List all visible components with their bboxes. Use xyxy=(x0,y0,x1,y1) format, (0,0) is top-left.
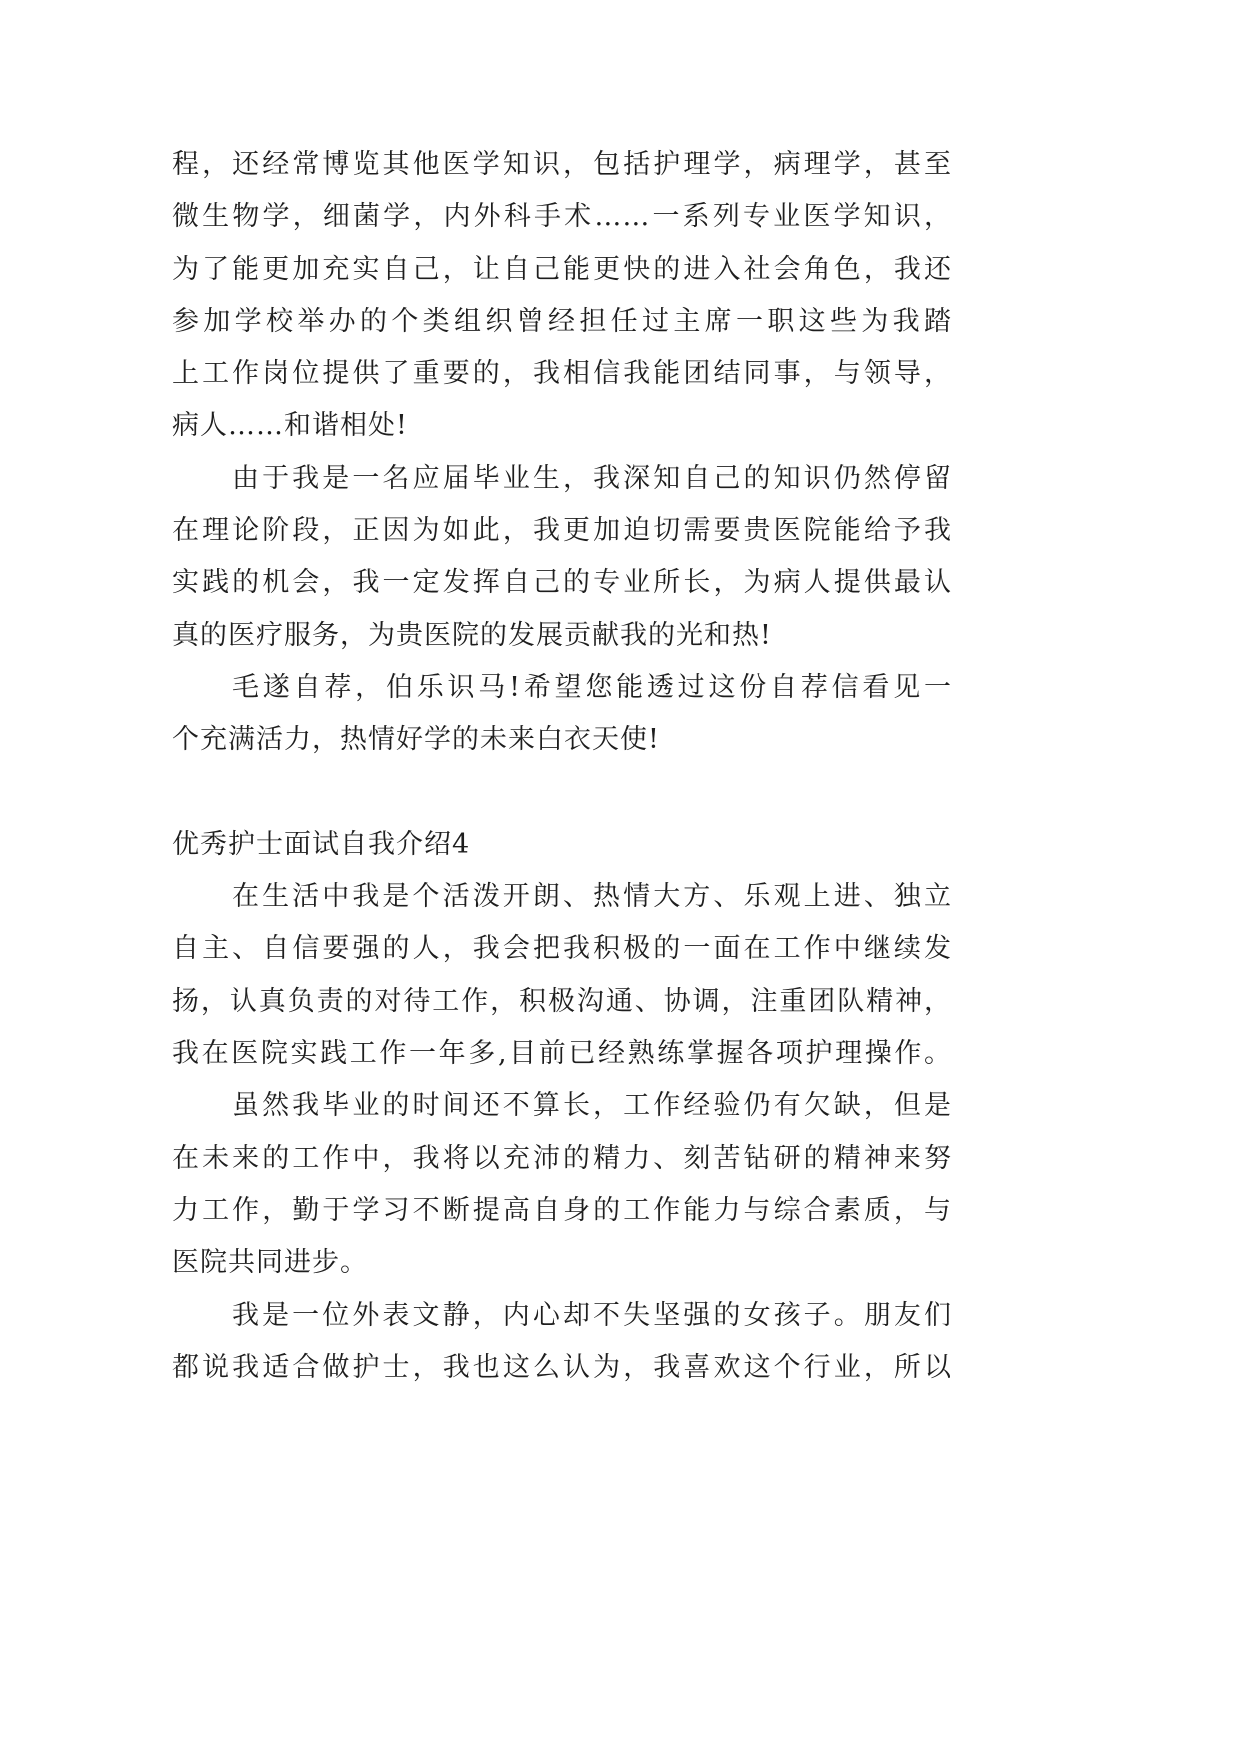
text-line: 都说我适合做护士，我也这么认为，我喜欢这个行业，所以 xyxy=(172,1351,952,1383)
paragraph xyxy=(172,1290,952,1395)
text-line: 在理论阶段，正因为如此，我更加迫切需要贵医院能给予我 xyxy=(172,515,952,547)
text-line: 由于我是一名应届毕业生，我深知自己的知识仍然停留 xyxy=(232,462,952,494)
text-line: 真的医疗服务，为贵医院的发展贡献我的光和热! xyxy=(172,619,772,651)
text-line: 上工作岗位提供了重要的，我相信我能团结同事，与领导， xyxy=(172,358,952,390)
text-line: 病人……和谐相处! xyxy=(172,410,408,442)
text-line: 在生活中我是个活泼开朗、热情大方、乐观上进、独立 xyxy=(232,881,952,913)
text-line: 力工作，勤于学习不断提高自身的工作能力与综合素质，与 xyxy=(172,1194,952,1226)
text-line: 我在医院实践工作一年多,目前已经熟练掌握各项护理操作。 xyxy=(172,1038,952,1070)
text-line: 在未来的工作中，我将以充沛的精力、刻苦钻研的精神来努 xyxy=(172,1142,952,1174)
text-line: 我是一位外表文静，内心却不失坚强的女孩子。朋友们 xyxy=(232,1299,952,1331)
section-heading: 优秀护士面试自我介绍4 xyxy=(172,828,471,860)
document-body xyxy=(172,139,952,1394)
text-line: 实践的机会，我一定发挥自己的专业所长，为病人提供最认 xyxy=(172,567,952,599)
text-line: 为了能更加充实自己，让自己能更快的进入社会角色，我还 xyxy=(172,253,952,285)
text-line: 参加学校举办的个类组织曾经担任过主席一职这些为我踏 xyxy=(172,305,952,337)
paragraph xyxy=(172,871,952,1080)
paragraph xyxy=(172,139,952,453)
text-line: 虽然我毕业的时间还不算长，工作经验仍有欠缺，但是 xyxy=(232,1090,952,1122)
text-line: 微生物学，细菌学，内外科手术……一系列专业医学知识， xyxy=(172,201,952,233)
text-line: 医院共同进步。 xyxy=(172,1247,368,1279)
paragraph xyxy=(172,453,952,662)
blank-line xyxy=(172,767,952,819)
text-line: 毛遂自荐，伯乐识马!希望您能透过这份自荐信看见一 xyxy=(232,671,952,703)
text-line: 扬，认真负责的对待工作，积极沟通、协调，注重团队精神， xyxy=(172,985,952,1017)
text-line: 个充满活力，热情好学的未来白衣天使! xyxy=(172,724,660,756)
text-line: 程，还经常博览其他医学知识，包括护理学，病理学，甚至 xyxy=(172,149,952,180)
paragraph xyxy=(172,1080,952,1289)
text-line: 自主、自信要强的人，我会把我积极的一面在工作中继续发 xyxy=(172,933,952,965)
paragraph xyxy=(172,662,952,767)
